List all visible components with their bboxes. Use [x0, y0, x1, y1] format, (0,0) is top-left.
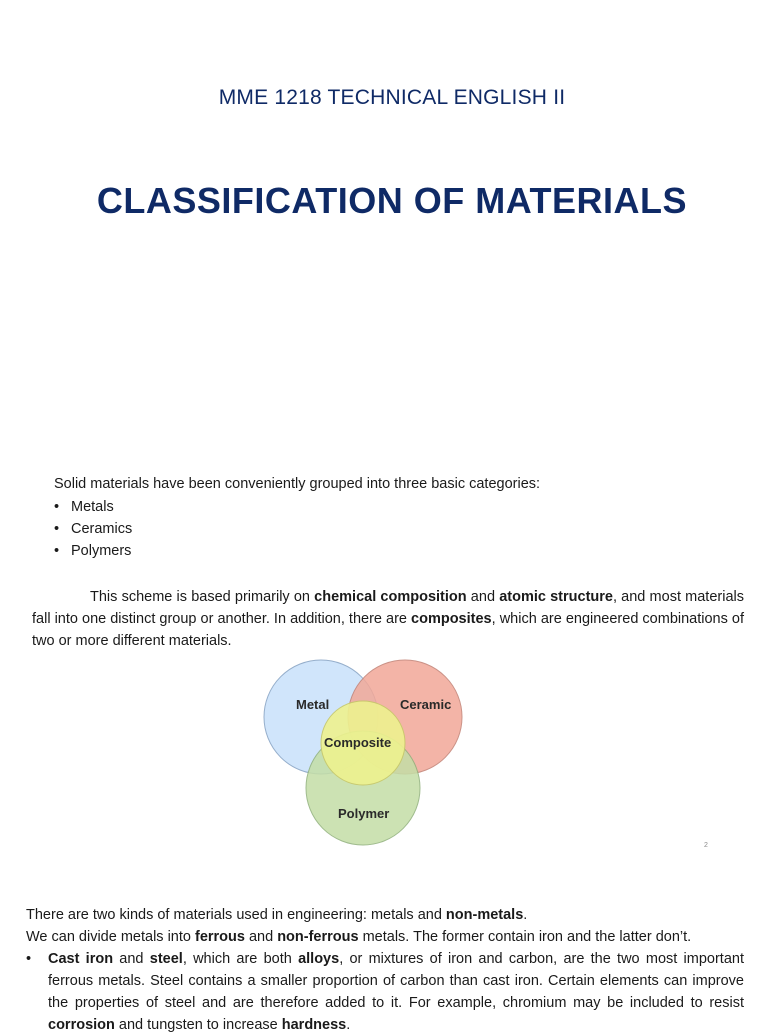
para-text: There are two kinds of materials used in engineering: metals and: [26, 907, 446, 923]
metals-line: [26, 926, 744, 948]
para-bold: steel: [149, 951, 183, 967]
para-text: metals. The former contain iron and the latter don’t.: [358, 929, 692, 945]
para-bold: corrosion: [48, 1017, 115, 1033]
para-text: , which are engineered combinations of two or more different materials.: [32, 611, 744, 649]
para-text: and tungsten to increase: [114, 1017, 282, 1033]
intro-line: [26, 904, 744, 926]
para-bold: composites: [411, 611, 492, 627]
para-bold: alloys: [298, 951, 340, 967]
para-text: , and most materials fall into one distinct group or another. In addition, there are: [32, 589, 744, 627]
para-text: and: [113, 951, 150, 967]
bullet-ceramics: Ceramics: [71, 521, 133, 537]
para-bold: ferrous: [194, 929, 245, 945]
course-title: MME 1218 TECHNICAL ENGLISH II: [218, 86, 566, 109]
scheme-paragraph: [32, 586, 744, 652]
para-bold: chemical composition: [314, 589, 467, 605]
polymer-label: Polymer: [338, 806, 390, 821]
para-text: and: [466, 589, 500, 605]
category-list: [54, 498, 132, 564]
ferrous-list: [26, 948, 744, 1036]
ceramic-label: Ceramic: [400, 697, 452, 712]
venn-diagram: [258, 655, 468, 851]
bullet-metals: Metals: [71, 499, 114, 515]
para-text: .: [346, 1017, 351, 1033]
bullet-polymers: Polymers: [71, 543, 132, 559]
composite-label: Composite: [324, 735, 392, 750]
slide-3: [26, 904, 744, 1036]
list-item: • Metals: [54, 499, 114, 515]
para-bold: non-metals: [445, 907, 524, 923]
list-item: • Cast iron and steel, which are both alloys, or mixtures of iron and carbon, are the two most important ferrous metals. Steel contains a smaller proportion of carbon than cast iron. Certain elements can improve the properties of steel and are therefore added to it. For example, chromium may be included to resist corrosion and tungsten to increase hardness.: [26, 951, 744, 1033]
para-bold: Cast iron: [48, 951, 114, 967]
intro-text: Solid materials have been conveniently grouped into three basic categories:: [54, 476, 541, 492]
slide-title: CLASSIFICATION OF MATERIALS: [96, 180, 688, 221]
para-bold: atomic structure: [499, 589, 613, 605]
para-text: , or mixtures of iron and carbon, are the two most important ferrous metals. Steel contains a smaller proportion of carbon than cast iron. Certain elements can improve the properties of steel and are therefore added to it. For example, chromium may be included to resist: [48, 951, 744, 1011]
list-item: • Ceramics: [54, 521, 133, 537]
metal-label: Metal: [296, 697, 330, 712]
para-text: .: [523, 907, 528, 923]
para-text: and: [244, 929, 278, 945]
page-number: 2: [704, 842, 708, 849]
para-text: , which are both: [182, 951, 299, 967]
para-bold: non-ferrous: [277, 929, 359, 945]
para-bold: hardness: [281, 1017, 347, 1033]
para-text: This scheme is based primarily on: [90, 589, 315, 605]
list-item: • Polymers: [54, 543, 132, 559]
para-text: We can divide metals into: [26, 929, 195, 945]
